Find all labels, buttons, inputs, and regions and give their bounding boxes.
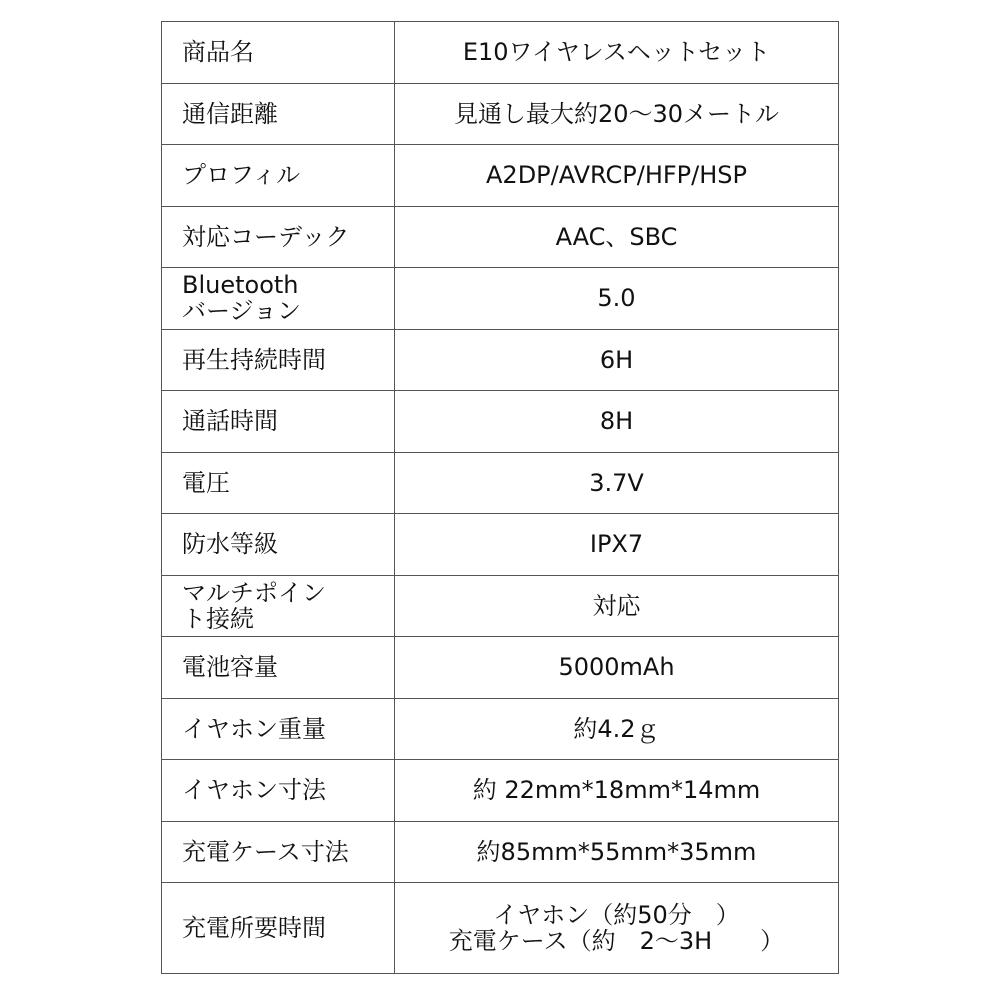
- spec-value: 見通し最大約20～30メートル: [453, 99, 780, 128]
- spec-label: 通話時間: [182, 407, 278, 436]
- spec-label-cell: [162, 329, 395, 391]
- spec-value-cell: [395, 329, 839, 391]
- spec-value: イヤホン（約50分 ）: [493, 901, 740, 929]
- spec-value-cell: [395, 391, 839, 453]
- spec-label: イヤホン重量: [182, 714, 326, 743]
- spec-row: [162, 268, 839, 330]
- spec-value-cell: [395, 883, 839, 974]
- spec-label: 防水等級: [182, 530, 278, 559]
- spec-value: 約4.2ｇ: [573, 714, 660, 743]
- spec-label: 対応コーデック: [182, 222, 350, 251]
- spec-value: 5.0: [597, 284, 636, 313]
- spec-label: 再生持続時間: [182, 345, 326, 374]
- spec-row: [162, 821, 839, 883]
- spec-label-cell: [162, 821, 395, 883]
- spec-value-cell: [395, 83, 839, 145]
- spec-value: 約85mm*55mm*35mm: [476, 837, 757, 866]
- spec-row: [162, 698, 839, 760]
- spec-label-cell: [162, 206, 395, 268]
- spec-value-cell: [395, 821, 839, 883]
- spec-label: 充電所要時間: [182, 914, 326, 942]
- spec-value-cell: [395, 637, 839, 699]
- spec-label-cell: [162, 391, 395, 453]
- spec-row: [162, 83, 839, 145]
- spec-value: AAC、SBC: [555, 222, 678, 251]
- spec-value-cell: [395, 698, 839, 760]
- spec-label: バージョン: [182, 297, 302, 326]
- spec-value-cell: [395, 22, 839, 84]
- spec-row: [162, 391, 839, 453]
- spec-value-cell: [395, 268, 839, 330]
- spec-label-cell: [162, 83, 395, 145]
- spec-label: プロフィル: [182, 161, 301, 190]
- spec-value-cell: [395, 206, 839, 268]
- spec-value: IPX7: [589, 530, 644, 559]
- spec-label: マルチポイン: [182, 578, 326, 607]
- spec-label-cell: [162, 22, 395, 84]
- spec-value-cell: [395, 760, 839, 822]
- spec-label-cell: [162, 637, 395, 699]
- spec-label-cell: [162, 145, 395, 207]
- spec-label-cell: [162, 760, 395, 822]
- spec-row: [162, 206, 839, 268]
- spec-label: 通信距離: [182, 99, 278, 128]
- spec-label: 商品名: [182, 38, 254, 67]
- spec-value: 充電ケース（約 2～3H ）: [448, 927, 785, 955]
- spec-row: [162, 452, 839, 514]
- spec-row: [162, 760, 839, 822]
- spec-row: [162, 145, 839, 207]
- spec-table: [161, 21, 839, 974]
- spec-row: [162, 883, 839, 974]
- spec-row: [162, 514, 839, 576]
- spec-value: 3.7V: [589, 468, 644, 497]
- spec-row: [162, 22, 839, 84]
- spec-value-cell: [395, 145, 839, 207]
- spec-label-cell: [162, 698, 395, 760]
- spec-label-cell: [162, 883, 395, 974]
- spec-row: [162, 329, 839, 391]
- spec-row: [162, 575, 839, 637]
- spec-row: [162, 637, 839, 699]
- spec-value: 約 22mm*18mm*14mm: [472, 776, 761, 805]
- spec-value-cell: [395, 452, 839, 514]
- spec-label-cell: [162, 514, 395, 576]
- spec-label-cell: [162, 452, 395, 514]
- spec-label: イヤホン寸法: [182, 776, 326, 805]
- spec-label: ト接続: [182, 604, 254, 633]
- spec-value: 6H: [599, 345, 634, 374]
- spec-value-cell: [395, 514, 839, 576]
- spec-value-cell: [395, 575, 839, 637]
- spec-value: A2DP/AVRCP/HFP/HSP: [486, 161, 747, 190]
- spec-value: 対応: [592, 591, 641, 620]
- spec-label-cell: [162, 268, 395, 330]
- spec-label: 電池容量: [182, 653, 278, 682]
- spec-value: 8H: [599, 407, 634, 436]
- spec-value: 5000mAh: [558, 653, 675, 682]
- spec-label: Bluetooth: [182, 271, 299, 300]
- spec-label: 充電ケース寸法: [182, 837, 349, 866]
- spec-value: E10ワイヤレスヘットセット: [462, 38, 771, 67]
- spec-label: 電圧: [182, 468, 230, 497]
- spec-table-body: [162, 22, 839, 974]
- spec-label-cell: [162, 575, 395, 637]
